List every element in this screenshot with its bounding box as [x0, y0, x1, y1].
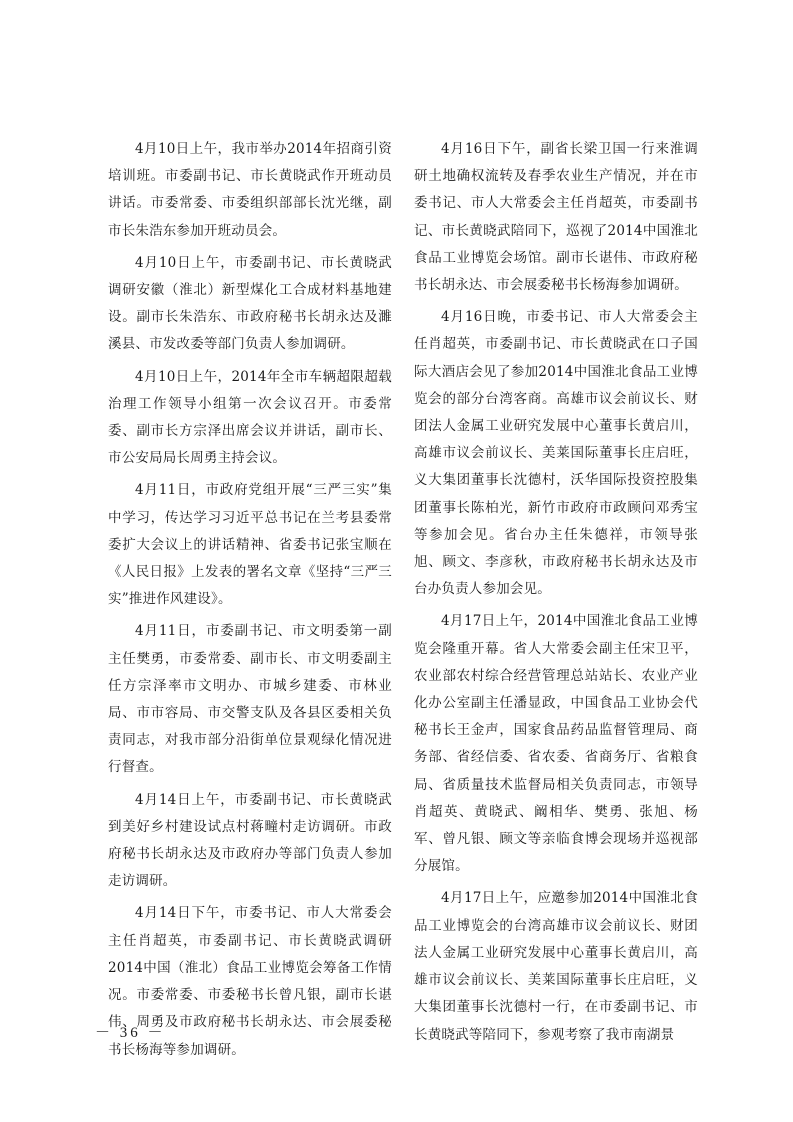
left-column: [108, 136, 392, 1069]
news-paragraph: 4月11日，市委副书记、市文明委第一副主任樊勇，市委常委、副市长、市文明委副主任方宗泽率市文明办、市城乡建委、市林业局、市市容局、市交警支队及各县区委相关负责同志，对我市部分沿街单位景观绿化情况进行督查。: [108, 623, 392, 776]
news-paragraph: 4月10日上午，2014年全市车辆超限超载治理工作领导小组第一次会议召开。市委常委、副市长方宗泽出席会议并讲话，副市长、市公安局局长周勇主持会议。: [108, 368, 392, 467]
news-paragraph: 4月16日晚，市委书记、市人大常委会主任肖超英，市委副书记、市长黄晓武在口子国际大酒店会见了参加2014中国淮北食品工业博览会的部分台湾客商。高雄市议会前议长、财团法人金属工业研究发展中心董事长黄启川，高雄市议会前议长、美莱国际董事长庄启旺，义大集团董事长沈德村，沃华国际投资控股集团董事长陈柏光，新竹市政府市政顾问邓秀宝等参加会见。省台办主任朱德祥，市领导张旭、顾文、李彦秋，市政府秘书长胡永达及市台办负责人参加会见。: [414, 309, 698, 598]
news-paragraph: 4月17日上午，应邀参加2014中国淮北食品工业博览会的台湾高雄市议会前议长、财团法人金属工业研究发展中心董事长黄启川，高雄市议会前议长、美莱国际董事长庄启旺，义大集团董事长沈德村一行，在市委副书记、市长黄晓武等陪同下，参观考察了我市南湖景: [414, 890, 698, 1043]
news-paragraph: 4月16日下午，副省长梁卫国一行来淮调研土地确权流转及春季农业生产情况，并在市委书记、市人大常委会主任肖超英，市委副书记、市长黄晓武陪同下，巡视了2014中国淮北食品工业博览会场馆。副市长谌伟、市政府秘书长胡永达、市会展委秘书长杨海参加调研。: [414, 141, 698, 294]
right-column: [414, 136, 698, 1054]
news-paragraph: 4月11日，市政府党组开展“三严三实”集中学习，传达学习习近平总书记在兰考县委常委扩大会议上的讲话精神、省委书记张宝顺在《人民日报》上发表的署名文章《坚持“三严三实”推进作风建设》。: [108, 482, 392, 608]
news-paragraph: 4月10日上午，市委副书记、市长黄晓武调研安徽（淮北）新型煤化工合成材料基地建设。副市长朱浩东、市政府秘书长胡永达及濉溪县、市发改委等部门负责人参加调研。: [108, 254, 392, 353]
news-paragraph: 4月10日上午，我市举办2014年招商引资培训班。市委副书记、市长黄晓武作开班动员讲话。市委常委、市委组织部部长沈光继，副市长朱浩东参加开班动员会。: [108, 141, 392, 239]
page-number: － 36 －: [95, 1025, 166, 1041]
news-paragraph: 4月14日下午，市委书记、市人大常委会主任肖超英，市委副书记、市长黄晓武调研2014中国（淮北）食品工业博览会筹备工作情况。市委常委、市委秘书长曾凡银，副市长谌伟、周勇及市政府秘书长胡永达、市会展委秘书长杨海等参加调研。: [108, 905, 392, 1058]
news-paragraph: 4月17日上午，2014中国淮北食品工业博览会隆重开幕。省人大常委会副主任宋卫平，农业部农村综合经营管理总站站长、农业产业化办公室副主任潘显政，中国食品工业协会代秘书长王金声，国家食品药品监督管理局、商务部、省经信委、省农委、省商务厅、省粮食局、省质量技术监督局相关负责同志，市领导肖超英、黄晓武、阚相华、樊勇、张旭、杨军、曾凡银、顾文等亲临食博会现场并巡视部分展馆。: [414, 613, 698, 875]
news-paragraph: 4月14日上午，市委副书记、市长黄晓武到美好乡村建设试点村蒋疃村走访调研。市政府秘书长胡永达及市政府办等部门负责人参加走访调研。: [108, 791, 392, 890]
